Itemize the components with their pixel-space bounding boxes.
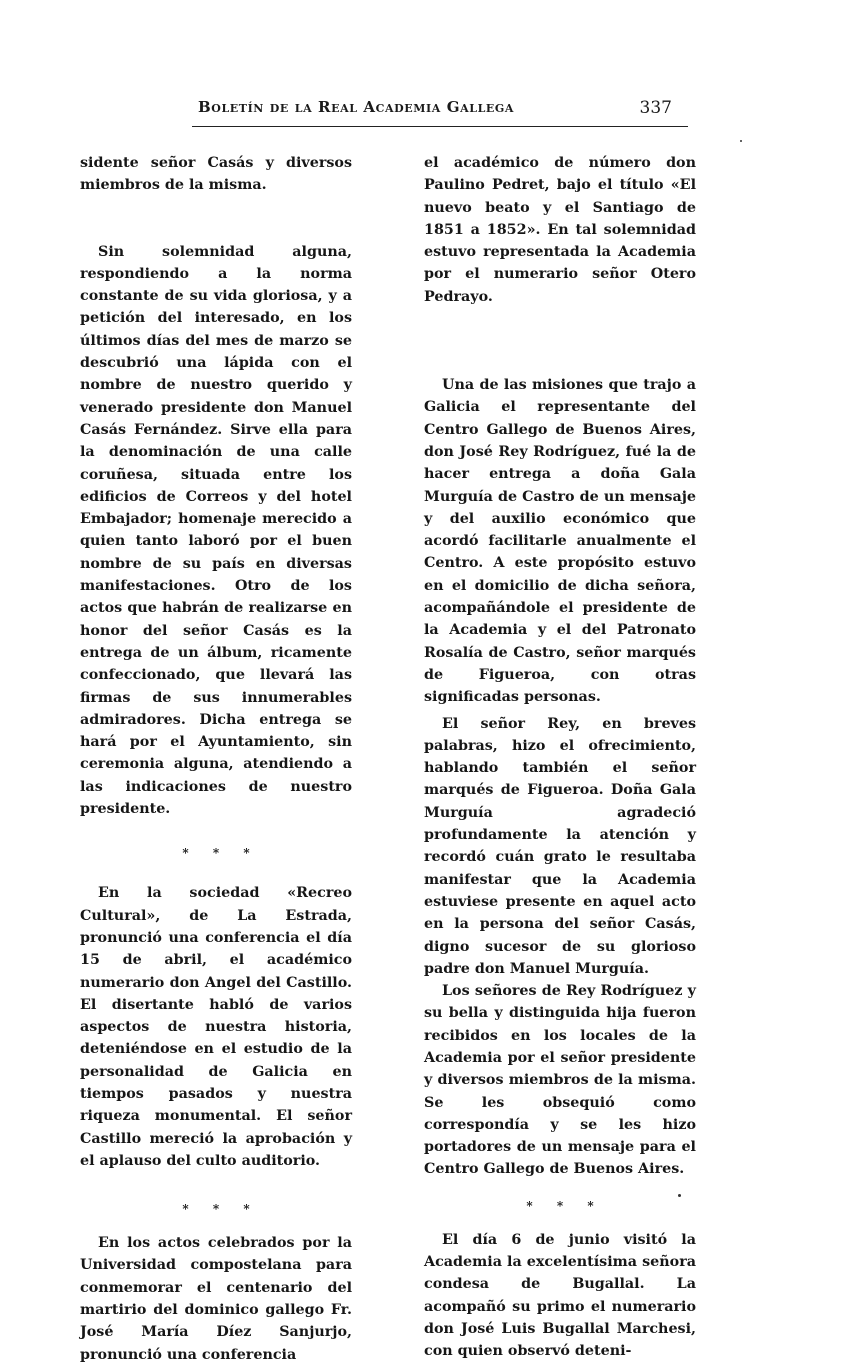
scan-speck: [678, 1194, 681, 1197]
spacer: [424, 308, 696, 374]
scan-speck: [740, 140, 742, 142]
paragraph-recreo-cultural: En la sociedad «Recreo Cultural», de La Estrada, pronunció una conferencia el día 15 de abril, el académico numerario don Angel del Castillo. El disertante habló de varios aspectos de nuestra historia, deteniéndose en el estudio de la personalidad de Galicia en tiempos pasados y nuestra riqueza monumental. El señor Castillo mereció la aprobación y el aplauso del culto auditorio.: [80, 885, 352, 1169]
section-separator: * * *: [182, 1202, 260, 1217]
paragraph-ofrecimiento: El señor Rey, en breves palabras, hizo el ofrecimiento, hablando también el señor marqués de Figueroa. Doña Gala Murguía agradeció profundamente la atención y recordó cuán grato le resultaba manifestar que la Academia estuviese presente en aquel acto en la persona del señor Casás, digno sucesor de su glorioso padre don Manuel Murguía.: [424, 715, 696, 977]
spacer: [424, 1181, 696, 1199]
paragraph-bugallal: El día 6 de junio visitó la Academia la excelentísima señora condesa de Bugallal. La acompañó su primo el numerario don José Luis Bugallal Marchesi, con quien observó deteni-: [424, 1231, 696, 1360]
paragraph-continuation: sidente señor Casás y diversos miembros de la misma.: [80, 155, 352, 194]
left-column: [80, 152, 352, 1366]
journal-title: Boletín de la Real Academia Gallega: [198, 98, 515, 116]
paragraph-rey-rodriguez: Una de las misiones que trajo a Galicia el representante del Centro Gallego de Buenos Aires, don José Rey Rodríguez, fué la de hacer entrega a doña Gala Murguía de Castro de un mensaje y del auxilio económico que acordó facilitarle anualmente el Centro. A este propósito estuvo en el domicilio de dicha señora, acompañándole el presidente de la Academia y el del Patronato Rosalía de Castro, señor marqués de Figueroa, con otras significadas personas.: [424, 377, 696, 706]
paragraph-pedret: el académico de número don Paulino Pedret, bajo el título «El nuevo beato y el Santiago de 1851 a 1852». En tal solemnidad estuvo representada la Academia por el numerario señor Otero Pedrayo.: [424, 155, 696, 305]
page-number: 337: [639, 98, 672, 118]
spacer: [424, 1213, 696, 1229]
section-separator: * * *: [182, 846, 260, 861]
paragraph-lapida: Sin solemnidad alguna, respondiendo a la norma constante de su vida gloriosa, y a petición del interesado, en los últimos días del mes de marzo se descubrió una lápida con el nombre de nuestro querido y venerado presidente don Manuel Casás Fernández. Sirve ella para la denominación de una calle coruñesa, situada entre los edificios de Correos y del hotel Embajador; homenaje merecido a quien tanto laboró por el buen nombre de su país en diversas manifestaciones. Otro de los actos que habrán de realizarse en honor del señor Casás es la entrega de un álbum, ricamente confeccionado, que llevará las firmas de sus innumerables admiradores. Dicha entrega se hará por el Ayuntamiento, sin ceremonia alguna, atendiendo a las indicaciones de nuestro presidente.: [80, 243, 352, 818]
paragraph-universidad: En los actos celebrados por la Universidad compostelana para conmemorar el centenario del martirio del dominico gallego Fr. José María Díez Sanjurjo, pronunció una conferencia: [80, 1235, 352, 1363]
header-rule: [192, 126, 688, 127]
spacer: [80, 860, 352, 882]
spacer: [80, 1216, 352, 1232]
spacer: [80, 820, 352, 846]
right-column: [424, 152, 696, 1363]
spacer: [80, 197, 352, 241]
running-header: [198, 96, 674, 126]
spacer: [80, 1172, 352, 1202]
paragraph-recibidos: Los señores de Rey Rodríguez y su bella y distinguida hija fueron recibidos en los locales de la Academia por el señor presidente y diversos miembros de la misma. Se les obsequió como correspondía y se les hizo portadores de un mensaje para el Centro Gallego de Buenos Aires.: [424, 983, 696, 1178]
section-separator: * * *: [526, 1198, 604, 1213]
